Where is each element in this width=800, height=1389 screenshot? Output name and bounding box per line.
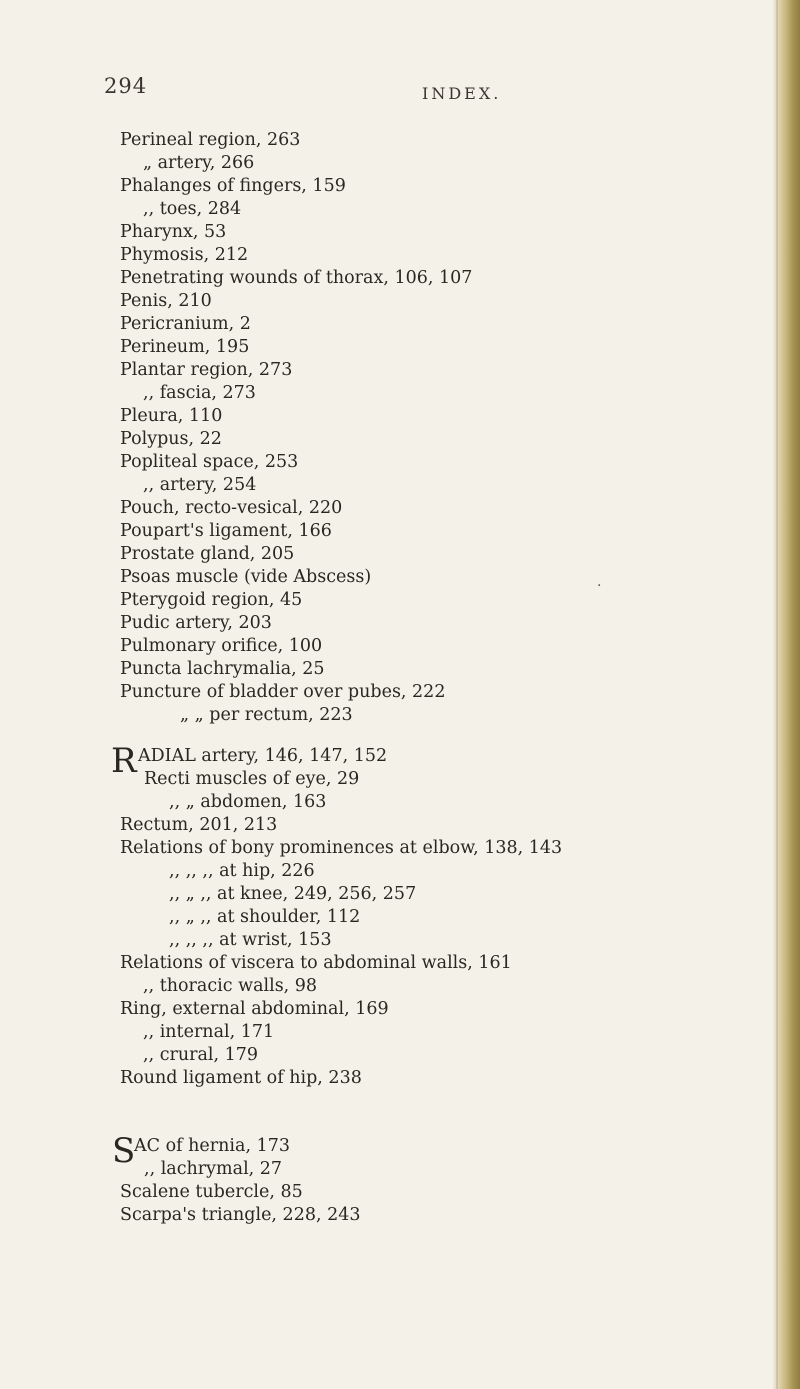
index-entry: Ring, external abdominal, 169 bbox=[120, 999, 389, 1019]
index-entry: Puncture of bladder over pubes, 222 bbox=[120, 682, 446, 702]
index-entry: Pharynx, 53 bbox=[120, 222, 227, 242]
stray-mark: . bbox=[597, 574, 602, 590]
page-edge-shadow bbox=[772, 0, 778, 1389]
page-number: 294 bbox=[104, 74, 148, 98]
index-entry: Pterygoid region, 45 bbox=[120, 590, 303, 610]
index-entry: ,, „ ,, at knee, 249, 256, 257 bbox=[169, 884, 417, 904]
index-entry: Puncta lachrymalia, 25 bbox=[120, 659, 325, 679]
index-entry: ,, crural, 179 bbox=[143, 1045, 259, 1065]
index-entry: „ artery, 266 bbox=[143, 153, 255, 173]
index-entry: ,, artery, 254 bbox=[143, 475, 257, 495]
running-title: INDEX. bbox=[422, 84, 502, 103]
index-entry: ,, ,, ,, at hip, 226 bbox=[169, 861, 315, 881]
index-entry: Pouch, recto-vesical, 220 bbox=[120, 498, 343, 518]
index-entry: Pleura, 110 bbox=[120, 406, 223, 426]
index-entry: Plantar region, 273 bbox=[120, 360, 293, 380]
index-entry: ,, „ abdomen, 163 bbox=[169, 792, 327, 812]
index-entry: Penis, 210 bbox=[120, 291, 212, 311]
drop-cap-r: R bbox=[111, 741, 137, 781]
index-entry: Perineal region, 263 bbox=[120, 130, 301, 150]
index-entry: ,, thoracic walls, 98 bbox=[143, 976, 318, 996]
index-entry: Rectum, 201, 213 bbox=[120, 815, 278, 835]
index-entry: ,, lachrymal, 27 bbox=[144, 1159, 283, 1179]
index-entry: Relations of bony prominences at elbow, 138, 143 bbox=[120, 838, 563, 858]
index-entry: Psoas muscle (vide Abscess) bbox=[120, 567, 372, 587]
index-entry: Penetrating wounds of thorax, 106, 107 bbox=[120, 268, 473, 288]
index-entry: Poupart's ligament, 166 bbox=[120, 521, 332, 541]
index-entry: Scarpa's triangle, 228, 243 bbox=[120, 1205, 361, 1225]
index-entry: Pulmonary orifice, 100 bbox=[120, 636, 323, 656]
index-entry: Relations of viscera to abdominal walls, 161 bbox=[120, 953, 512, 973]
index-entry: Round ligament of hip, 238 bbox=[120, 1068, 362, 1088]
index-entry: Polypus, 22 bbox=[120, 429, 222, 449]
index-entry: „ „ per rectum, 223 bbox=[180, 705, 353, 725]
index-entry: Prostate gland, 205 bbox=[120, 544, 295, 564]
index-entry: Phymosis, 212 bbox=[120, 245, 249, 265]
index-entry: Popliteal space, 253 bbox=[120, 452, 299, 472]
index-entry: ,, fascia, 273 bbox=[143, 383, 256, 403]
index-entry: ,, toes, 284 bbox=[143, 199, 242, 219]
drop-cap-s: S bbox=[112, 1131, 136, 1171]
index-entry: ,, „ ,, at shoulder, 112 bbox=[169, 907, 361, 927]
index-entry: Phalanges of fingers, 159 bbox=[120, 176, 346, 196]
index-entry: Recti muscles of eye, 29 bbox=[144, 769, 360, 789]
index-entry: ADIAL artery, 146, 147, 152 bbox=[138, 746, 388, 766]
index-entry: Scalene tubercle, 85 bbox=[120, 1182, 303, 1202]
page-edge bbox=[776, 0, 800, 1389]
index-entry: AC of hernia, 173 bbox=[134, 1136, 290, 1156]
index-entry: Pudic artery, 203 bbox=[120, 613, 272, 633]
index-entry: Perineum, 195 bbox=[120, 337, 250, 357]
index-entry: Pericranium, 2 bbox=[120, 314, 251, 334]
index-entry: ,, ,, ,, at wrist, 153 bbox=[169, 930, 332, 950]
index-entry: ,, internal, 171 bbox=[143, 1022, 275, 1042]
